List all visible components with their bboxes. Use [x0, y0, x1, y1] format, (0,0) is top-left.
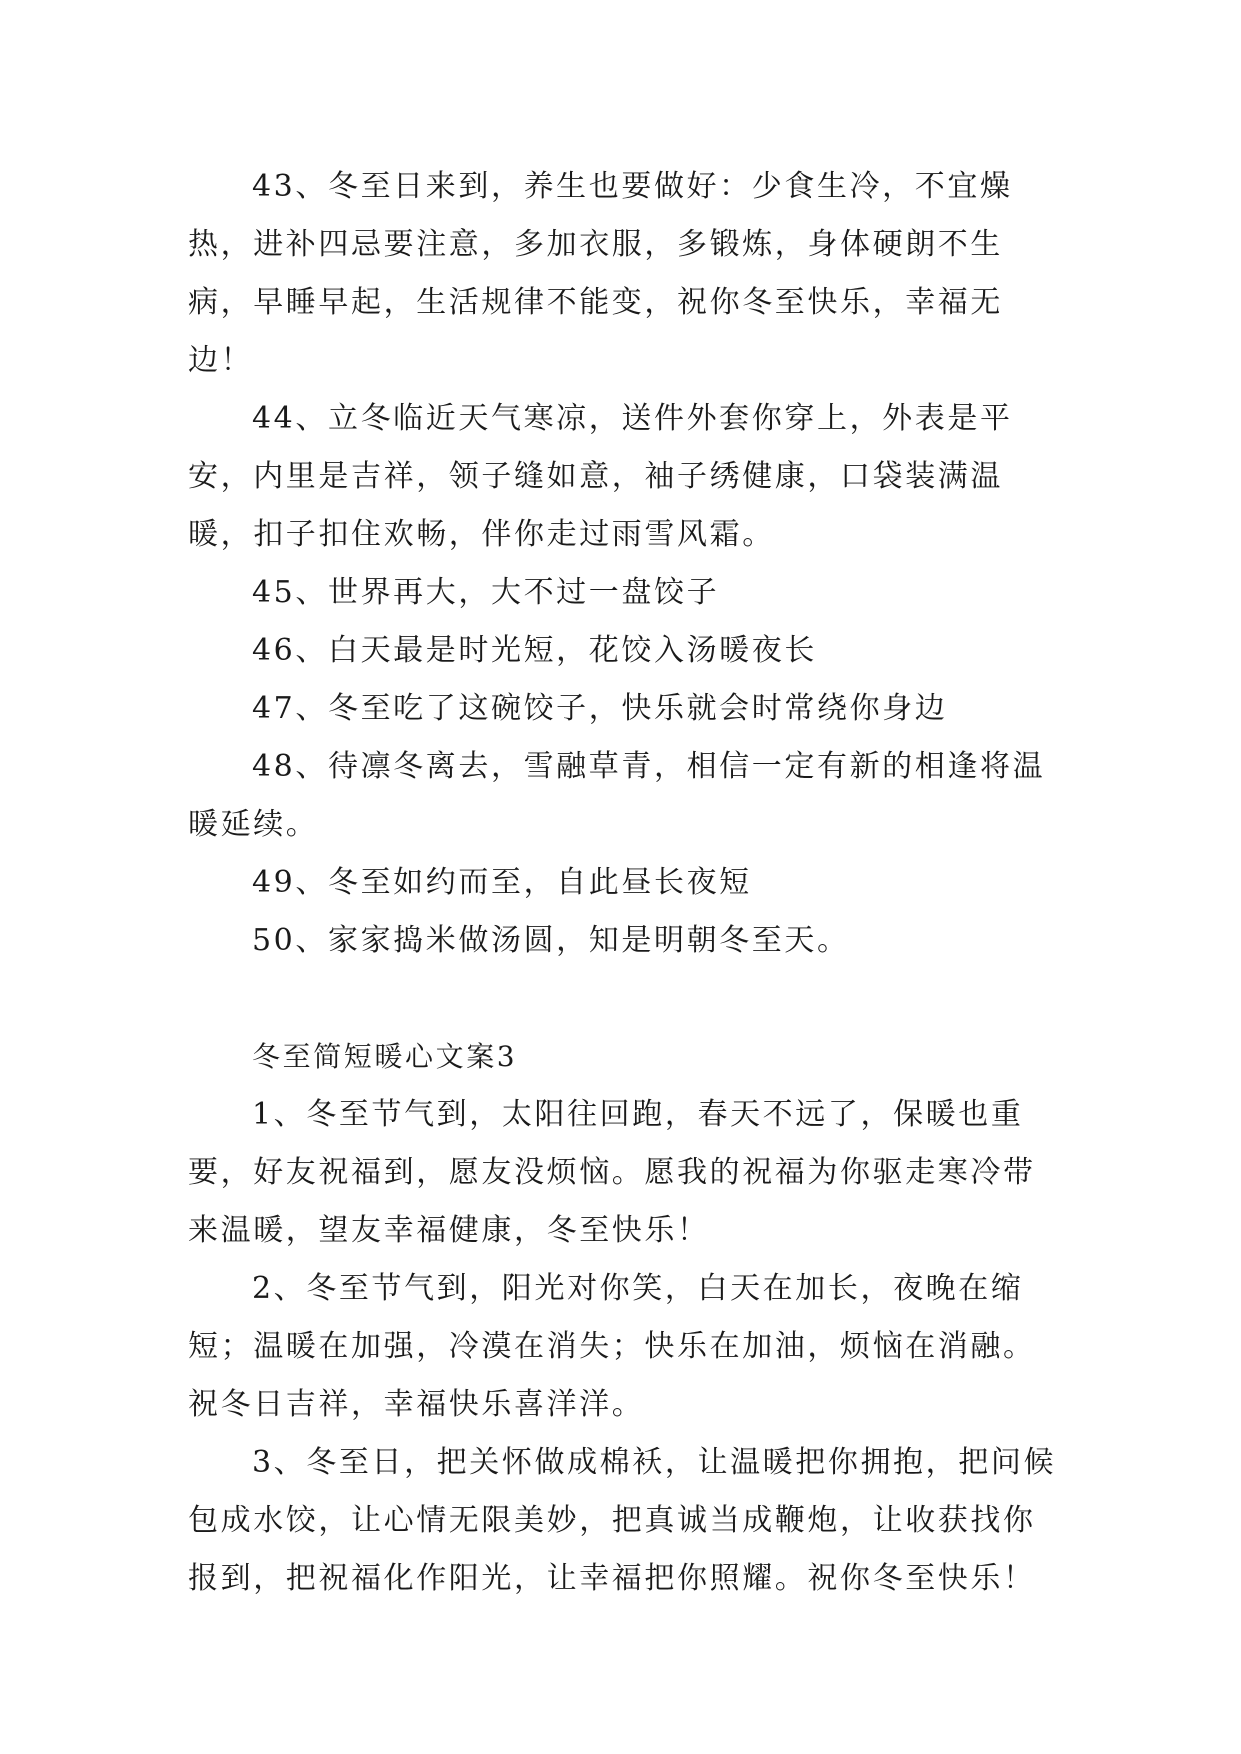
paragraph-50: 50、家家捣米做汤圆，知是明朝冬至天。 [252, 923, 850, 958]
paragraph-46: 46、白天最是时光短，花饺入汤暖夜长 [252, 633, 817, 668]
paragraph-49: 49、冬至如约而至，自此昼长夜短 [252, 865, 752, 900]
paragraph-1: 1、冬至节气到，太阳往回跑，春天不远了，保暖也重要，好友祝福到，愿友没烦恼。愿我的祝福为你驱走寒冷带来温暖，望友幸福健康，冬至快乐！ [188, 1097, 1036, 1248]
paragraph-48: 48、待凛冬离去，雪融草青，相信一定有新的相逢将温暖延续。 [188, 749, 1046, 842]
paragraph-43: 43、冬至日来到，养生也要做好：少食生冷，不宜燥热，进补四忌要注意，多加衣服，多锻炼，身体硬朗不生病，早睡早起，生活规律不能变，祝你冬至快乐，幸福无边！ [188, 169, 1013, 378]
paragraph-44: 44、立冬临近天气寒凉，送件外套你穿上，外表是平安，内里是吉祥，领子缝如意，袖子绣健康，口袋装满温暖，扣子扣住欢畅，伴你走过雨雪风霜。 [188, 401, 1013, 552]
section-list [188, 1086, 1068, 1608]
document-body [188, 158, 1068, 1608]
paragraph-2: 2、冬至节气到，阳光对你笑，白天在加长，夜晚在缩短；温暖在加强，冷漠在消失；快乐在加油，烦恼在消融。祝冬日吉祥，幸福快乐喜洋洋。 [188, 1271, 1036, 1422]
paragraph-45: 45、世界再大，大不过一盘饺子 [252, 575, 720, 610]
paragraph-3: 3、冬至日，把关怀做成棉袄，让温暖把你拥抱，把问候包成水饺，让心情无限美妙，把真诚当成鞭炮，让收获找你报到，把祝福化作阳光，让幸福把你照耀。祝你冬至快乐！ [188, 1445, 1057, 1596]
section-title: 冬至简短暖心文案3 [252, 1040, 518, 1073]
paragraph-47: 47、冬至吃了这碗饺子，快乐就会时常绕你身边 [252, 691, 948, 726]
